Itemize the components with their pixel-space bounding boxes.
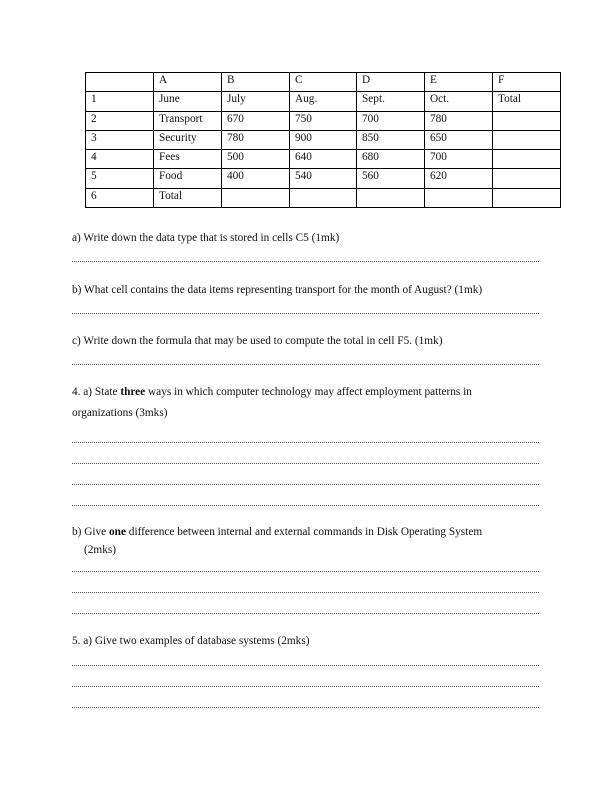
table-cell [357, 188, 425, 207]
answer-line[interactable] [72, 686, 539, 687]
table-cell: 1 [86, 92, 154, 111]
answer-line[interactable] [72, 261, 539, 262]
table-cell: 750 [290, 111, 357, 130]
table-cell [493, 169, 561, 188]
question-4a [72, 382, 542, 424]
table-row [86, 130, 561, 149]
question-3a: a) Write down the data type that is stored in cells C5 (1mk) [72, 232, 340, 244]
question-4b-emphasis: one [109, 526, 126, 538]
answer-line[interactable] [72, 505, 539, 506]
question-4a-prefix: 4. a) State [72, 386, 121, 398]
table-cell: 640 [290, 150, 357, 169]
answer-line[interactable] [72, 484, 539, 485]
table-cell: 680 [357, 150, 425, 169]
table-cell: Food [154, 169, 222, 188]
table-cell: 650 [425, 130, 493, 149]
answer-line[interactable] [72, 364, 539, 365]
table-cell: 780 [222, 130, 290, 149]
question-4b-prefix: b) Give [72, 526, 110, 538]
table-cell: 700 [357, 111, 425, 130]
question-4a-emphasis: three [120, 386, 146, 398]
table-cell: 700 [425, 150, 493, 169]
table-cell: Oct. [425, 92, 493, 111]
table-cell [493, 111, 561, 130]
answer-line[interactable] [72, 665, 539, 666]
table-cell: Transport [154, 111, 222, 130]
table-cell: 500 [222, 150, 290, 169]
table-cell: 6 [86, 188, 154, 207]
table-cell: June [154, 92, 222, 111]
table-cell: 540 [290, 169, 357, 188]
table-cell: 560 [357, 169, 425, 188]
table-cell: 4 [86, 150, 154, 169]
table-cell: Aug. [290, 92, 357, 111]
table-cell [290, 188, 357, 207]
table-header-cell: C [290, 73, 357, 92]
table-cell: 5 [86, 169, 154, 188]
table-row [86, 150, 561, 169]
table-cell: Sept. [357, 92, 425, 111]
question-4b-suffix: difference between internal and external commands in Disk Operating System [125, 526, 483, 538]
table-cell: 780 [425, 111, 493, 130]
table-row [86, 92, 561, 111]
table-header-row [86, 73, 561, 92]
table-row [86, 169, 561, 188]
table-header-cell: E [425, 73, 493, 92]
table-cell: 2 [86, 111, 154, 130]
spreadsheet-table [85, 72, 561, 208]
table-cell: Security [154, 130, 222, 149]
answer-line[interactable] [72, 592, 539, 593]
table-cell [222, 188, 290, 207]
table-cell: 3 [86, 130, 154, 149]
table-cell [493, 130, 561, 149]
table-cell: Total [154, 188, 222, 207]
table-cell: 620 [425, 169, 493, 188]
table-header-cell: F [493, 73, 561, 92]
table-header-cell: D [357, 73, 425, 92]
question-4a-suffix: ways in which computer technology may affect employment patterns in [145, 386, 472, 398]
question-3c: c) Write down the formula that may be used to compute the total in cell F5. (1mk) [72, 335, 443, 347]
question-4b-line2: (2mks) [84, 544, 117, 556]
question-5a: 5. a) Give two examples of database systems (2mks) [72, 635, 310, 647]
answer-line[interactable] [72, 313, 539, 314]
table-row [86, 111, 561, 130]
question-4b [72, 522, 542, 557]
table-cell: Fees [154, 150, 222, 169]
answer-line[interactable] [72, 613, 539, 614]
table-header-cell: A [154, 73, 222, 92]
table-cell: 400 [222, 169, 290, 188]
table-cell: July [222, 92, 290, 111]
table-header-cell [86, 73, 154, 92]
table-cell: 850 [357, 130, 425, 149]
table-cell: 670 [222, 111, 290, 130]
table-cell: 900 [290, 130, 357, 149]
table-cell [425, 188, 493, 207]
question-3b: b) What cell contains the data items representing transport for the month of August? (1mk) [72, 284, 483, 296]
table-row [86, 188, 561, 207]
table-cell [493, 150, 561, 169]
question-4a-line2: organizations (3mks) [72, 407, 168, 419]
table-header-cell: B [222, 73, 290, 92]
answer-line[interactable] [72, 571, 539, 572]
answer-line[interactable] [72, 442, 539, 443]
table-cell: Total [493, 92, 561, 111]
table-cell [493, 188, 561, 207]
answer-line[interactable] [72, 707, 539, 708]
answer-line[interactable] [72, 463, 539, 464]
